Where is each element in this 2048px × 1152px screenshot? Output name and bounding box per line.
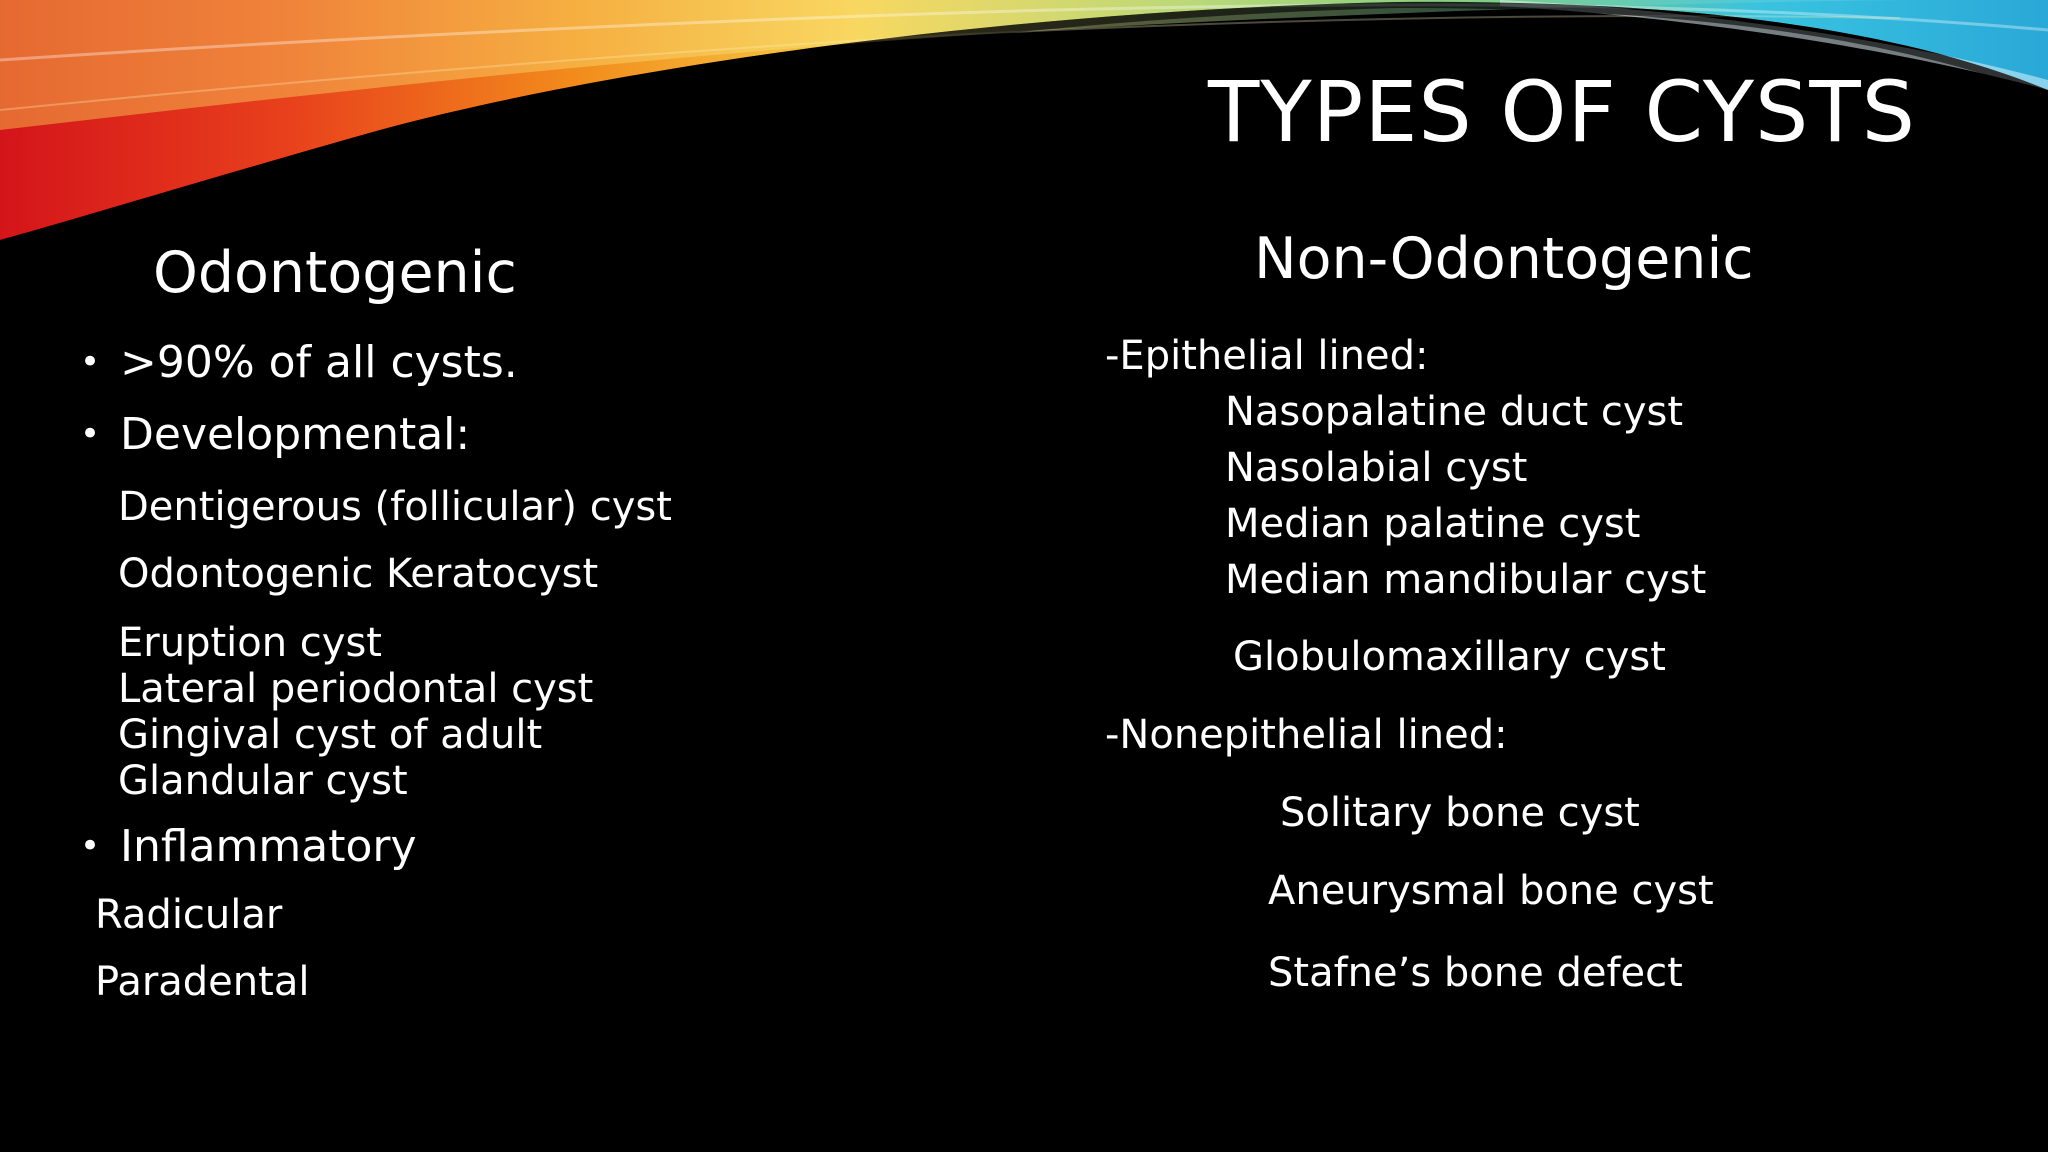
bullet-icon: • — [80, 826, 101, 866]
list-item: Median palatine cyst — [1225, 501, 1641, 547]
list-item: Paradental — [95, 959, 310, 1005]
nonepithelial-label: -Nonepithelial lined: — [1105, 712, 1508, 758]
non-odontogenic-heading: Non-Odontogenic — [1254, 226, 1754, 292]
list-item: Gingival cyst of adult — [118, 712, 543, 758]
developmental-label: Developmental: — [120, 409, 471, 460]
inflammatory-label: Inflammatory — [120, 821, 417, 872]
bullet-icon: • — [80, 342, 101, 382]
stat-bullet-item — [80, 338, 518, 389]
stat-text: >90% of all cysts. — [120, 337, 518, 388]
slide-title: TYPES OF CYSTS — [1208, 63, 1916, 161]
list-item: Solitary bone cyst — [1280, 790, 1640, 836]
list-item: Odontogenic Keratocyst — [118, 551, 599, 597]
list-item: Eruption cyst — [118, 620, 382, 666]
odontogenic-heading: Odontogenic — [153, 240, 517, 306]
list-item: Stafne’s bone defect — [1268, 950, 1683, 996]
list-item: Radicular — [95, 892, 283, 938]
list-item: Aneurysmal bone cyst — [1268, 868, 1714, 914]
list-item: Lateral periodontal cyst — [118, 666, 594, 712]
list-item: Median mandibular cyst — [1225, 557, 1707, 603]
list-item: Dentigerous (follicular) cyst — [118, 484, 672, 530]
bullet-icon: • — [80, 414, 101, 454]
epithelial-label: -Epithelial lined: — [1105, 333, 1429, 379]
developmental-bullet-item — [80, 410, 470, 461]
list-item: Globulomaxillary cyst — [1233, 634, 1666, 680]
list-item: Nasopalatine duct cyst — [1225, 389, 1684, 435]
list-item: Nasolabial cyst — [1225, 445, 1528, 491]
inflammatory-bullet-item — [80, 822, 417, 873]
list-item: Glandular cyst — [118, 758, 408, 804]
